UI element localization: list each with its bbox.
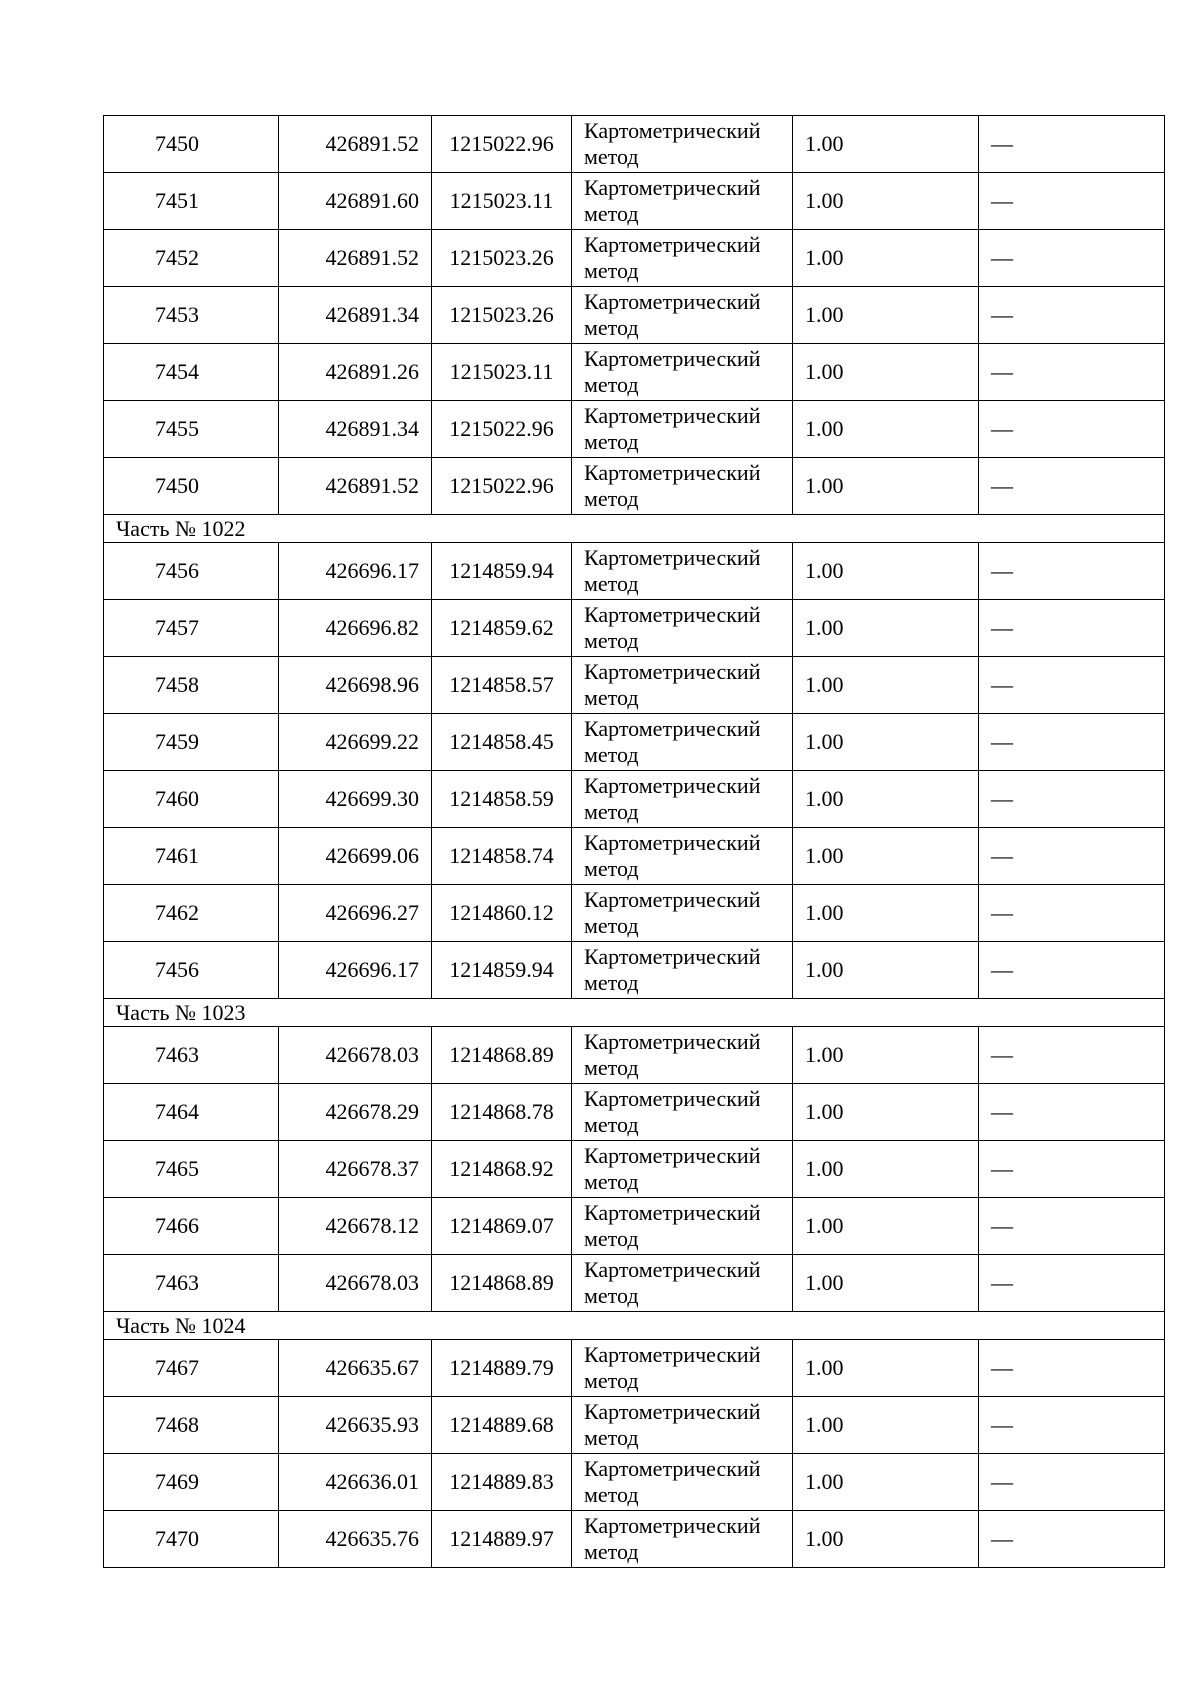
method-cell — [572, 828, 793, 885]
method-text: метод — [584, 1482, 639, 1507]
y-coordinate-cell: 1215022.96 — [432, 401, 572, 458]
point-number-cell: 7467 — [104, 1340, 279, 1397]
method-text: Картометрический — [584, 659, 761, 684]
table-row — [104, 1511, 1165, 1568]
accuracy-cell: 1.00 — [793, 885, 979, 942]
method-text: метод — [584, 628, 639, 653]
table-row — [104, 885, 1165, 942]
description-cell: — — [979, 230, 1165, 287]
y-coordinate-cell: 1214868.89 — [432, 1027, 572, 1084]
method-cell — [572, 600, 793, 657]
point-number-cell: 7465 — [104, 1141, 279, 1198]
point-number-cell: 7452 — [104, 230, 279, 287]
method-text: метод — [584, 201, 639, 226]
accuracy-cell: 1.00 — [793, 1454, 979, 1511]
method-cell — [572, 657, 793, 714]
x-coordinate-cell: 426635.93 — [279, 1397, 432, 1454]
point-number-cell: 7459 — [104, 714, 279, 771]
method-text: метод — [584, 1112, 639, 1137]
point-number-cell: 7454 — [104, 344, 279, 401]
x-coordinate-cell: 426891.52 — [279, 230, 432, 287]
description-cell: — — [979, 287, 1165, 344]
method-text: Картометрический — [584, 1029, 761, 1054]
point-number-cell: 7468 — [104, 1397, 279, 1454]
y-coordinate-cell: 1214860.12 — [432, 885, 572, 942]
description-cell: — — [979, 1511, 1165, 1568]
description-cell: — — [979, 344, 1165, 401]
x-coordinate-cell: 426699.30 — [279, 771, 432, 828]
point-number-cell: 7450 — [104, 116, 279, 173]
method-text: Картометрический — [584, 545, 761, 570]
section-row — [104, 515, 1165, 543]
section-row — [104, 999, 1165, 1027]
method-cell — [572, 1340, 793, 1397]
table-row — [104, 657, 1165, 714]
method-text: метод — [584, 486, 639, 511]
accuracy-cell: 1.00 — [793, 173, 979, 230]
section-label: Часть № 1022 — [104, 515, 1165, 543]
description-cell: — — [979, 1141, 1165, 1198]
method-cell — [572, 1141, 793, 1198]
point-number-cell: 7463 — [104, 1255, 279, 1312]
accuracy-cell: 1.00 — [793, 230, 979, 287]
x-coordinate-cell: 426891.52 — [279, 458, 432, 515]
table-row — [104, 543, 1165, 600]
description-cell: — — [979, 1454, 1165, 1511]
accuracy-cell: 1.00 — [793, 401, 979, 458]
y-coordinate-cell: 1214858.45 — [432, 714, 572, 771]
y-coordinate-cell: 1214859.94 — [432, 942, 572, 999]
x-coordinate-cell: 426696.27 — [279, 885, 432, 942]
method-cell — [572, 1027, 793, 1084]
table-row — [104, 1141, 1165, 1198]
description-cell: — — [979, 173, 1165, 230]
method-text: метод — [584, 144, 639, 169]
description-cell: — — [979, 714, 1165, 771]
accuracy-cell: 1.00 — [793, 1255, 979, 1312]
method-text: Картометрический — [584, 460, 761, 485]
accuracy-cell: 1.00 — [793, 543, 979, 600]
description-cell: — — [979, 543, 1165, 600]
point-number-cell: 7456 — [104, 942, 279, 999]
table-row — [104, 600, 1165, 657]
x-coordinate-cell: 426696.17 — [279, 942, 432, 999]
method-cell — [572, 771, 793, 828]
method-cell — [572, 1454, 793, 1511]
y-coordinate-cell: 1214859.62 — [432, 600, 572, 657]
accuracy-cell: 1.00 — [793, 1340, 979, 1397]
method-text: Картометрический — [584, 1257, 761, 1282]
method-text: Картометрический — [584, 830, 761, 855]
x-coordinate-cell: 426696.82 — [279, 600, 432, 657]
method-text: Картометрический — [584, 1456, 761, 1481]
y-coordinate-cell: 1214858.59 — [432, 771, 572, 828]
x-coordinate-cell: 426678.03 — [279, 1255, 432, 1312]
method-text: метод — [584, 571, 639, 596]
method-text: Картометрический — [584, 289, 761, 314]
y-coordinate-cell: 1214889.79 — [432, 1340, 572, 1397]
point-number-cell: 7460 — [104, 771, 279, 828]
x-coordinate-cell: 426678.03 — [279, 1027, 432, 1084]
method-cell — [572, 401, 793, 458]
description-cell: — — [979, 1027, 1165, 1084]
y-coordinate-cell: 1215022.96 — [432, 116, 572, 173]
point-number-cell: 7453 — [104, 287, 279, 344]
method-cell — [572, 344, 793, 401]
description-cell: — — [979, 1084, 1165, 1141]
x-coordinate-cell: 426699.22 — [279, 714, 432, 771]
accuracy-cell: 1.00 — [793, 1084, 979, 1141]
description-cell: — — [979, 1397, 1165, 1454]
accuracy-cell: 1.00 — [793, 828, 979, 885]
x-coordinate-cell: 426696.17 — [279, 543, 432, 600]
point-number-cell: 7464 — [104, 1084, 279, 1141]
method-cell — [572, 458, 793, 515]
x-coordinate-cell: 426678.12 — [279, 1198, 432, 1255]
description-cell: — — [979, 1255, 1165, 1312]
y-coordinate-cell: 1214868.78 — [432, 1084, 572, 1141]
method-text: метод — [584, 799, 639, 824]
method-cell — [572, 1084, 793, 1141]
method-text: Картометрический — [584, 403, 761, 428]
table-row — [104, 287, 1165, 344]
table-row — [104, 230, 1165, 287]
description-cell: — — [979, 885, 1165, 942]
accuracy-cell: 1.00 — [793, 344, 979, 401]
table-row — [104, 1198, 1165, 1255]
y-coordinate-cell: 1215023.11 — [432, 173, 572, 230]
accuracy-cell: 1.00 — [793, 116, 979, 173]
section-label: Часть № 1023 — [104, 999, 1165, 1027]
accuracy-cell: 1.00 — [793, 1511, 979, 1568]
method-text: метод — [584, 1169, 639, 1194]
method-text: Картометрический — [584, 716, 761, 741]
y-coordinate-cell: 1214869.07 — [432, 1198, 572, 1255]
y-coordinate-cell: 1214858.74 — [432, 828, 572, 885]
method-cell — [572, 1397, 793, 1454]
y-coordinate-cell: 1214889.68 — [432, 1397, 572, 1454]
method-text: Картометрический — [584, 1143, 761, 1168]
method-text: Картометрический — [584, 887, 761, 912]
accuracy-cell: 1.00 — [793, 942, 979, 999]
x-coordinate-cell: 426891.52 — [279, 116, 432, 173]
table-row — [104, 828, 1165, 885]
point-number-cell: 7469 — [104, 1454, 279, 1511]
method-text: метод — [584, 913, 639, 938]
method-text: Картометрический — [584, 118, 761, 143]
point-number-cell: 7463 — [104, 1027, 279, 1084]
method-text: Картометрический — [584, 1086, 761, 1111]
method-text: метод — [584, 1226, 639, 1251]
point-number-cell: 7457 — [104, 600, 279, 657]
method-text: Картометрический — [584, 602, 761, 627]
method-text: Картометрический — [584, 175, 761, 200]
description-cell: — — [979, 1198, 1165, 1255]
method-cell — [572, 543, 793, 600]
method-text: метод — [584, 1055, 639, 1080]
table-row — [104, 1454, 1165, 1511]
table-row — [104, 458, 1165, 515]
method-text: Картометрический — [584, 232, 761, 257]
point-number-cell: 7458 — [104, 657, 279, 714]
method-cell — [572, 116, 793, 173]
table-row — [104, 344, 1165, 401]
y-coordinate-cell: 1215023.26 — [432, 287, 572, 344]
description-cell: — — [979, 401, 1165, 458]
x-coordinate-cell: 426699.06 — [279, 828, 432, 885]
method-text: Картометрический — [584, 773, 761, 798]
y-coordinate-cell: 1215023.26 — [432, 230, 572, 287]
method-cell — [572, 942, 793, 999]
method-text: метод — [584, 742, 639, 767]
description-cell: — — [979, 458, 1165, 515]
method-text: метод — [584, 315, 639, 340]
method-text: Картометрический — [584, 1399, 761, 1424]
x-coordinate-cell: 426678.37 — [279, 1141, 432, 1198]
accuracy-cell: 1.00 — [793, 771, 979, 828]
y-coordinate-cell: 1215022.96 — [432, 458, 572, 515]
point-number-cell: 7461 — [104, 828, 279, 885]
x-coordinate-cell: 426636.01 — [279, 1454, 432, 1511]
point-number-cell: 7466 — [104, 1198, 279, 1255]
x-coordinate-cell: 426635.67 — [279, 1340, 432, 1397]
accuracy-cell: 1.00 — [793, 657, 979, 714]
point-number-cell: 7462 — [104, 885, 279, 942]
y-coordinate-cell: 1214859.94 — [432, 543, 572, 600]
accuracy-cell: 1.00 — [793, 1141, 979, 1198]
table-row — [104, 401, 1165, 458]
accuracy-cell: 1.00 — [793, 458, 979, 515]
method-text: метод — [584, 1539, 639, 1564]
method-cell — [572, 287, 793, 344]
y-coordinate-cell: 1214889.97 — [432, 1511, 572, 1568]
x-coordinate-cell: 426698.96 — [279, 657, 432, 714]
description-cell: — — [979, 657, 1165, 714]
method-cell — [572, 1198, 793, 1255]
method-text: Картометрический — [584, 1200, 761, 1225]
accuracy-cell: 1.00 — [793, 1027, 979, 1084]
table-row — [104, 1027, 1165, 1084]
method-text: Картометрический — [584, 1513, 761, 1538]
y-coordinate-cell: 1214889.83 — [432, 1454, 572, 1511]
description-cell: — — [979, 1340, 1165, 1397]
y-coordinate-cell: 1215023.11 — [432, 344, 572, 401]
y-coordinate-cell: 1214868.92 — [432, 1141, 572, 1198]
point-number-cell: 7456 — [104, 543, 279, 600]
accuracy-cell: 1.00 — [793, 1397, 979, 1454]
point-number-cell: 7451 — [104, 173, 279, 230]
description-cell: — — [979, 600, 1165, 657]
method-text: метод — [584, 1283, 639, 1308]
accuracy-cell: 1.00 — [793, 714, 979, 771]
method-text: метод — [584, 429, 639, 454]
x-coordinate-cell: 426891.34 — [279, 401, 432, 458]
x-coordinate-cell: 426891.60 — [279, 173, 432, 230]
table-row — [104, 1340, 1165, 1397]
method-cell — [572, 173, 793, 230]
table-row — [104, 771, 1165, 828]
table-row — [104, 116, 1165, 173]
y-coordinate-cell: 1214868.89 — [432, 1255, 572, 1312]
section-row — [104, 1312, 1165, 1340]
method-text: метод — [584, 685, 639, 710]
table-row — [104, 173, 1165, 230]
table-row — [104, 1255, 1165, 1312]
section-label: Часть № 1024 — [104, 1312, 1165, 1340]
method-text: Картометрический — [584, 346, 761, 371]
accuracy-cell: 1.00 — [793, 600, 979, 657]
x-coordinate-cell: 426678.29 — [279, 1084, 432, 1141]
x-coordinate-cell: 426891.26 — [279, 344, 432, 401]
method-cell — [572, 885, 793, 942]
method-text: Картометрический — [584, 1342, 761, 1367]
method-text: метод — [584, 258, 639, 283]
table-row — [104, 942, 1165, 999]
table-row — [104, 1397, 1165, 1454]
method-cell — [572, 1511, 793, 1568]
x-coordinate-cell: 426635.76 — [279, 1511, 432, 1568]
accuracy-cell: 1.00 — [793, 1198, 979, 1255]
description-cell: — — [979, 942, 1165, 999]
accuracy-cell: 1.00 — [793, 287, 979, 344]
description-cell: — — [979, 828, 1165, 885]
method-cell — [572, 1255, 793, 1312]
method-text: метод — [584, 856, 639, 881]
method-text: метод — [584, 372, 639, 397]
method-text: метод — [584, 970, 639, 995]
method-text: метод — [584, 1425, 639, 1450]
method-text: метод — [584, 1368, 639, 1393]
table-row — [104, 714, 1165, 771]
method-text: Картометрический — [584, 944, 761, 969]
coordinates-table — [103, 115, 1165, 1568]
y-coordinate-cell: 1214858.57 — [432, 657, 572, 714]
table-row — [104, 1084, 1165, 1141]
description-cell: — — [979, 116, 1165, 173]
method-cell — [572, 714, 793, 771]
method-cell — [572, 230, 793, 287]
point-number-cell: 7450 — [104, 458, 279, 515]
point-number-cell: 7470 — [104, 1511, 279, 1568]
x-coordinate-cell: 426891.34 — [279, 287, 432, 344]
description-cell: — — [979, 771, 1165, 828]
point-number-cell: 7455 — [104, 401, 279, 458]
